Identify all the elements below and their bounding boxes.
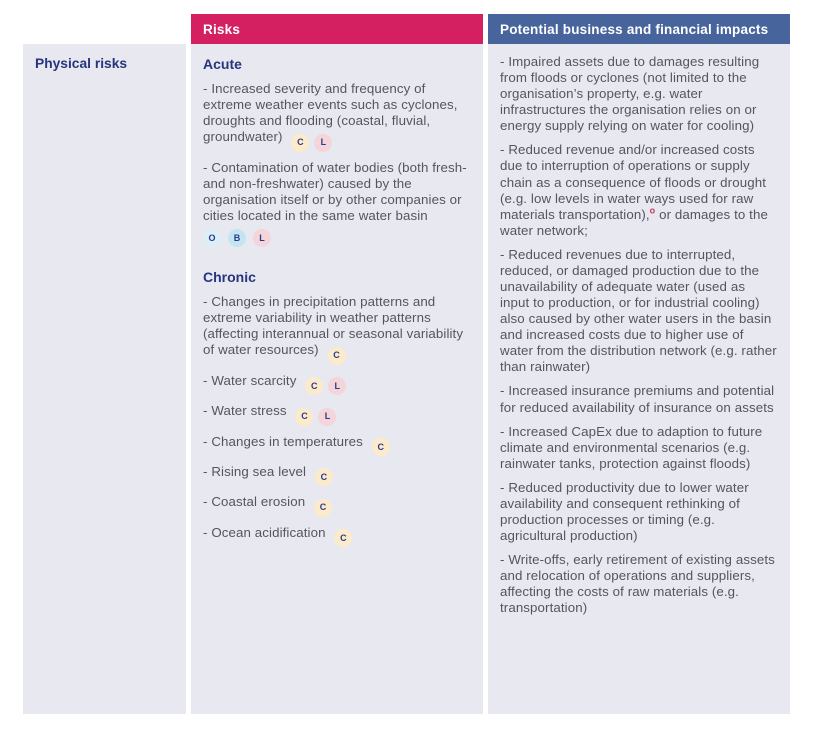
category-cell [23, 44, 186, 714]
table-body-row [23, 44, 790, 714]
risk-section-heading: Chronic [203, 268, 256, 285]
footnote-marker: o [649, 205, 656, 216]
badge-c: C [291, 134, 309, 152]
risk-item: - Rising sea level C [203, 464, 471, 486]
badge-c: C [314, 499, 332, 517]
risk-section-heading: Acute [203, 56, 242, 72]
impact-item: - Increased CapEx due to adaption to future climate and environmental scenarios (e.g. rainwater tanks, protection against floods) [500, 423, 763, 471]
physical-risks-table [23, 14, 790, 714]
risk-item: - Ocean acidification C [203, 525, 471, 547]
risk-item: - Water scarcity C L [203, 373, 471, 395]
badge-c: C [295, 408, 313, 426]
impact-item: - Reduced revenue and/or increased costs due to interruption of operations or supply chain as a consequence of floods or drought (e.g. low levels in water ways used for raw materials transportation),$^o$ or damages to the water network; [500, 142, 768, 238]
badge-c: C [334, 529, 352, 547]
badge-c: C [328, 347, 346, 365]
badge-l: L [253, 229, 271, 247]
badge-row [203, 229, 471, 247]
badge-l: L [318, 408, 336, 426]
category-label: Physical risks [35, 56, 128, 71]
badge-l: L [314, 134, 332, 152]
badge-c: C [315, 468, 333, 486]
risk-item: - Changes in precipitation patterns and extreme variability in weather patterns (affecting interannual or seasonal variability of water resources) C [203, 294, 471, 365]
risk-item: - Contamination of water bodies (both fresh- and non-freshwater) caused by the organisation itself or by other companies or cities located in the same water basin O B L [203, 160, 471, 247]
risks-cell [191, 44, 483, 714]
badge-o: O [203, 229, 221, 247]
badge-l: L [328, 377, 346, 395]
impact-item: - Write-offs, early retirement of existing assets and relocation of operations and suppliers, affecting the costs of raw materials (e.g. transportation) [500, 552, 775, 616]
risk-item: - Water stress C L [203, 403, 471, 425]
category-header-cell [23, 14, 186, 44]
badge-b: B [228, 229, 246, 247]
risks-column-header: Risks [191, 14, 483, 44]
impact-item: - Reduced productivity due to lower water availability and consequent rethinking of production processes or timing (e.g. agricultural production) [500, 479, 749, 544]
impact-item: - Reduced revenues due to interrupted, reduced, or damaged production due to the unavailability of adequate water (used as input to production, or for industrial cooling) also caused by other water users in the basin and increased costs due to higher use of water from the distribution network (e.g. rather than rainwater) [500, 246, 777, 375]
impacts-cell [488, 44, 790, 714]
badge-c: C [372, 438, 390, 456]
impact-item: - Increased insurance premiums and potential for reduced availability of insurance on assets [500, 383, 775, 415]
badge-c: C [305, 377, 323, 395]
impacts-column-header: Potential business and financial impacts [488, 14, 790, 44]
table-header-row [23, 14, 790, 44]
risk-item: - Increased severity and frequency of extreme weather events such as cyclones, droughts and flooding (coastal, fluvial, groundwater) C L [203, 81, 471, 152]
risk-item: - Changes in temperatures C [203, 434, 471, 456]
impact-item: - Impaired assets due to damages resulting from floods or cyclones (not limited to the organisation’s property, e.g. water infrastructures the organisation relies on or energy supply relying on water for cooling) [500, 54, 760, 134]
risk-item: - Coastal erosion C [203, 494, 471, 516]
